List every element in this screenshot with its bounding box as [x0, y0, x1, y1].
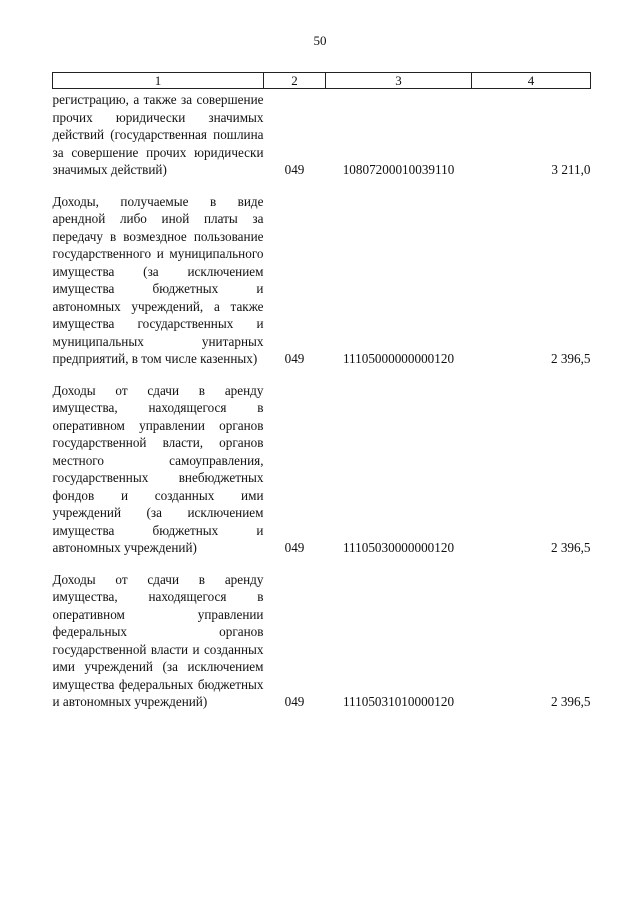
row-budget-code: 10807200010039110 — [342, 162, 455, 177]
row-description: Доходы от сдачи в аренду имущества, находящегося в оперативном управлении федеральных органов государственной власти и созданных ими учреждений (за исключением имущества федеральных бюджетных и автономных учреждений) — [52, 571, 264, 709]
row-admin-code: 049 — [284, 351, 305, 366]
table-row — [53, 557, 591, 711]
table-row — [53, 368, 591, 557]
row-amount: 3 211,0 — [551, 162, 591, 177]
row-budget-code: 11105000000000120 — [342, 351, 455, 366]
row-admin-code: 049 — [284, 540, 305, 555]
column-header-2: 2 — [264, 73, 326, 89]
budget-income-table — [52, 72, 591, 711]
header-row — [53, 73, 591, 89]
row-amount: 2 396,5 — [550, 351, 591, 366]
row-amount: 2 396,5 — [550, 694, 591, 709]
row-budget-code: 11105031010000120 — [342, 694, 455, 709]
row-description: Доходы от сдачи в аренду имущества, находящегося в оперативном управлении органов государственной власти, органов местного самоуправления, государственных внебюджетных фондов и созданных ими учреждений (за исключением имущества бюджетных и автономных учреждений) — [52, 382, 264, 555]
row-description: регистрацию, а также за совершение прочих юридически значимых действий (государственная пошлина за совершение прочих юридически значимых действий) — [52, 92, 264, 177]
table-body — [53, 89, 591, 711]
row-amount: 2 396,5 — [550, 540, 591, 555]
column-header-3: 3 — [326, 73, 472, 89]
row-admin-code: 049 — [284, 694, 305, 709]
column-header-4: 4 — [472, 73, 591, 89]
page-number: 50 — [313, 33, 327, 48]
column-header-1: 1 — [53, 73, 264, 89]
table-header — [53, 73, 591, 89]
row-admin-code: 049 — [284, 162, 305, 177]
row-budget-code: 11105030000000120 — [342, 540, 455, 555]
table-row — [53, 179, 591, 368]
row-description: Доходы, получаемые в виде арендной либо иной платы за передачу в возмездное пользование государственного и муниципального имущества (за исключением имущества бюджетных и автономных учреждений, а также имущества государственных и муниципальных унитарных предприятий, в том числе казенных) — [52, 193, 264, 366]
table-row — [53, 89, 591, 179]
